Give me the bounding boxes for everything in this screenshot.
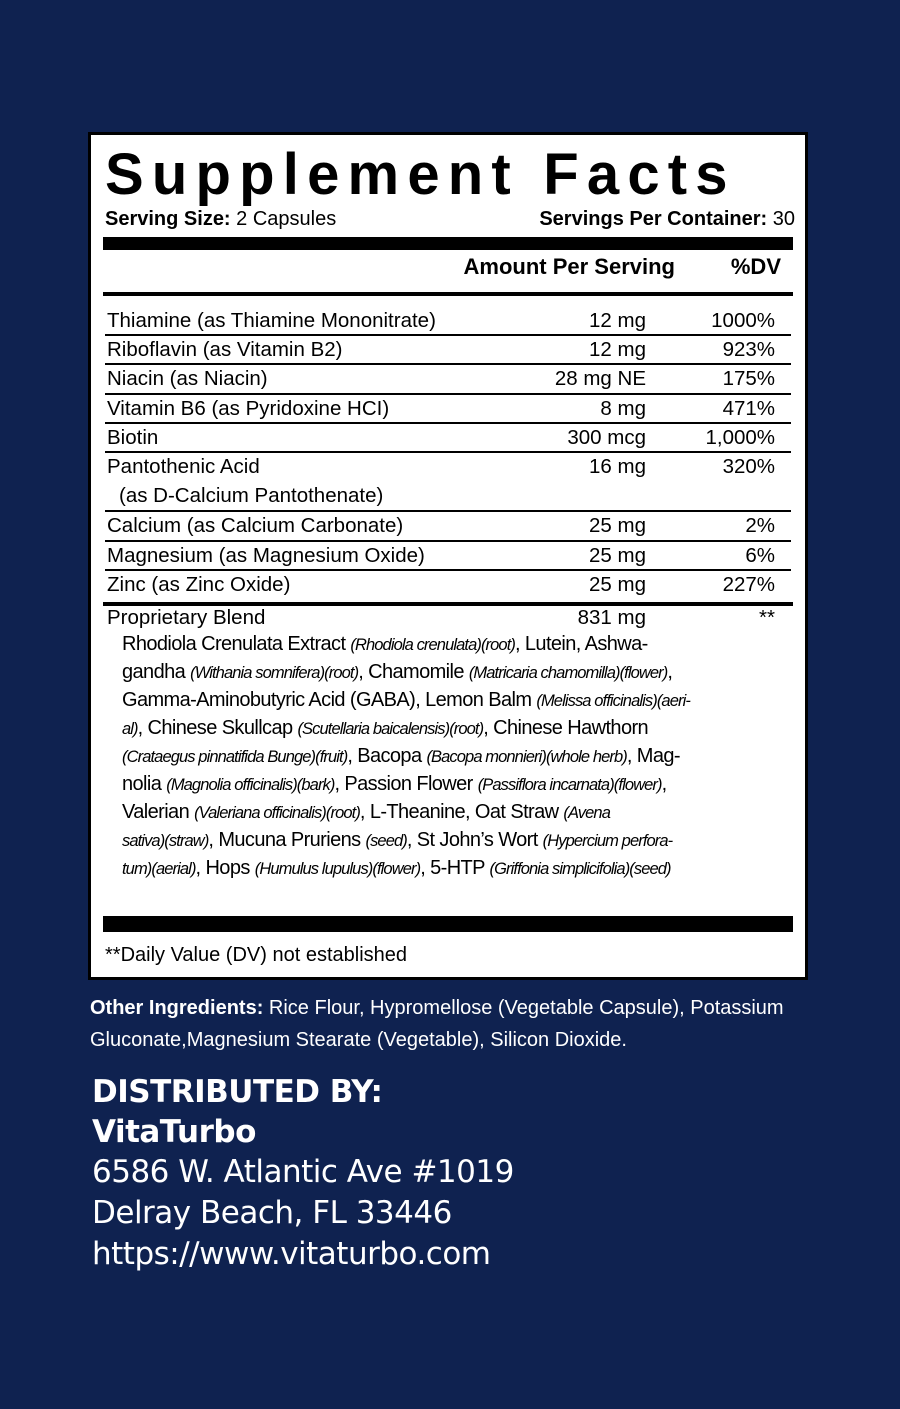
botanical-name: (Griffonia simplicifolia)(seed) <box>489 860 671 878</box>
ingredient-text: Gamma-Aminobutyric Acid <box>122 689 350 711</box>
ingredient-text: , Chinese Hawthorn <box>483 717 649 739</box>
botanical-name: (Crataegus pinnatifida Bunge)(fruit) <box>122 748 348 766</box>
row-divider <box>105 540 791 542</box>
ingredient-text: Rhodiola Crenulata Extract <box>122 633 351 655</box>
ingredient-text: (GABA) <box>349 689 416 711</box>
ingredient-text: , <box>661 773 667 795</box>
serving-info <box>105 207 795 231</box>
nutrient-dv: 923% <box>722 338 775 361</box>
nutrient-name: Biotin <box>107 426 159 449</box>
botanical-name: (Passiflora incarnata)(flower) <box>477 776 662 794</box>
ingredient-text: , Hops <box>195 857 255 879</box>
distributor-heading: DISTRIBUTED BY: <box>92 1074 383 1110</box>
nutrient-name: Pantothenic Acid <box>107 455 260 478</box>
ingredient-text: , Chinese Skullcap <box>137 717 298 739</box>
nutrient-amount: 16 mg <box>589 455 646 478</box>
row-divider <box>105 393 791 395</box>
ingredient-text: , Bacopa <box>347 745 427 767</box>
nutrient-subname: (as D-Calcium Pantothenate) <box>119 484 384 507</box>
botanical-name: sativa)(straw) <box>122 832 209 850</box>
botanical-name: (Valeriana officinalis)(root) <box>194 804 360 822</box>
blend-line <box>122 687 802 715</box>
botanical-name: (Withania somnifera)(root) <box>190 664 359 682</box>
nutrient-dv: 227% <box>722 573 775 596</box>
panel-title: Supplement Facts <box>105 142 736 207</box>
botanical-name: (Magnolia officinalis)(bark) <box>166 776 335 794</box>
nutrient-name: Vitamin B6 (as Pyridoxine HCI) <box>107 397 390 420</box>
nutrient-amount: 25 mg <box>589 544 646 567</box>
ingredient-text: Valerian <box>122 801 195 823</box>
nutrient-name: Thiamine (as Thiamine Mononitrate) <box>107 309 436 332</box>
header-dv: %DV <box>730 254 781 279</box>
nutrient-amount: 12 mg <box>589 338 646 361</box>
other-ingredients-label: Other Ingredients: <box>90 997 264 1019</box>
nutrient-name: Calcium (as Calcium Carbonate) <box>107 514 404 537</box>
nutrient-amount: 8 mg <box>600 397 646 420</box>
blend-line <box>122 715 802 743</box>
nutrient-amount: 300 mcg <box>567 426 646 449</box>
nutrient-name: Riboflavin (as Vitamin B2) <box>107 338 343 361</box>
serving-size: Serving Size: 2 Capsules <box>105 208 337 230</box>
blend-dv: ** <box>759 606 775 629</box>
row-divider <box>105 334 791 336</box>
ingredient-text: , 5-HTP <box>420 857 490 879</box>
nutrient-name: Niacin (as Niacin) <box>107 367 268 390</box>
divider-bottom <box>103 916 793 932</box>
botanical-name: (Scutellaria baicalensis)(root) <box>297 720 484 738</box>
divider-thick <box>103 237 793 250</box>
nutrient-amount: 12 mg <box>589 309 646 332</box>
nutrient-amount: 28 mg NE <box>554 367 646 390</box>
nutrient-name: Zinc (as Zinc Oxide) <box>107 573 291 596</box>
nutrient-name: Magnesium (as Magnesium Oxide) <box>107 544 425 567</box>
row-divider <box>105 510 791 512</box>
blend-line <box>122 855 802 883</box>
blend-line <box>122 827 802 855</box>
ingredient-text: , Passion Flower <box>334 773 478 795</box>
botanical-name: (Melissa officinalis)(aeri- <box>536 692 690 710</box>
botanical-name: (Matricaria chamomilla)(flower) <box>468 664 668 682</box>
distributor-company: VitaTurbo <box>92 1114 256 1150</box>
ingredient-text: , St John’s Wort <box>406 829 543 851</box>
nutrient-dv: 175% <box>722 367 775 390</box>
blend-line <box>122 799 802 827</box>
row-divider <box>105 422 791 424</box>
divider-medium <box>103 292 793 296</box>
nutrient-dv: 471% <box>722 397 775 420</box>
blend-ingredients <box>122 631 802 883</box>
row-divider <box>105 451 791 453</box>
ingredient-text: , <box>667 661 673 683</box>
other-ingredients <box>90 992 850 1056</box>
supplement-facts-panel <box>88 132 808 980</box>
blend-name: Proprietary Blend <box>107 606 266 629</box>
distributor-address-line1: 6586 W. Atlantic Ave #1019 <box>92 1154 514 1190</box>
botanical-name: (Avena <box>563 804 610 822</box>
nutrient-dv: 6% <box>745 544 775 567</box>
row-divider <box>105 363 791 365</box>
blend-line <box>122 743 802 771</box>
nutrient-dv: 320% <box>722 455 775 478</box>
ingredient-text: , Chamomile <box>358 661 469 683</box>
servings-per-container: Servings Per Container: 30 <box>539 208 795 230</box>
ingredient-text: , Lutein, Ashwa- <box>514 633 648 655</box>
ingredient-text: gandha <box>122 661 191 683</box>
botanical-name: (Hypercium perfora- <box>542 832 673 850</box>
botanical-name: (Humulus lupulus)(flower) <box>254 860 421 878</box>
distributor-block <box>92 1072 514 1275</box>
ingredient-text: nolia <box>122 773 167 795</box>
distributor-website[interactable]: https://www.vitaturbo.com <box>92 1236 491 1272</box>
blend-line <box>122 659 802 687</box>
header-amount: Amount Per Serving <box>463 254 675 279</box>
botanical-name: tum)(aerial) <box>122 860 196 878</box>
nutrient-dv: 1,000% <box>705 426 775 449</box>
ingredient-text: , Mag- <box>626 745 680 767</box>
nutrient-amount: 25 mg <box>589 514 646 537</box>
blend-line <box>122 631 802 659</box>
botanical-name: al) <box>122 720 138 738</box>
blend-amount: 831 mg <box>577 606 646 629</box>
distributor-address-line2: Delray Beach, FL 33446 <box>92 1195 452 1231</box>
botanical-name: (seed) <box>365 832 407 850</box>
ingredient-text: , Mucuna Pruriens <box>208 829 366 851</box>
nutrient-dv: 1000% <box>711 309 775 332</box>
row-divider <box>105 569 791 571</box>
nutrient-amount: 25 mg <box>589 573 646 596</box>
blend-line <box>122 771 802 799</box>
nutrient-dv: 2% <box>745 514 775 537</box>
ingredient-text: , Lemon Balm <box>415 689 537 711</box>
botanical-name: (Rhodiola crenulata)(root) <box>350 636 515 654</box>
botanical-name: (Bacopa monnieri)(whole herb) <box>426 748 627 766</box>
other-ingredients-text: Rice Flour, Hypromellose (Vegetable Capsule), Potassium Gluconate,Magnesium Stearate (Vegetable), Silicon Dioxide. <box>90 997 784 1051</box>
dv-footnote: **Daily Value (DV) not established <box>105 944 408 966</box>
ingredient-text: , L-Theanine, Oat Straw <box>359 801 564 823</box>
